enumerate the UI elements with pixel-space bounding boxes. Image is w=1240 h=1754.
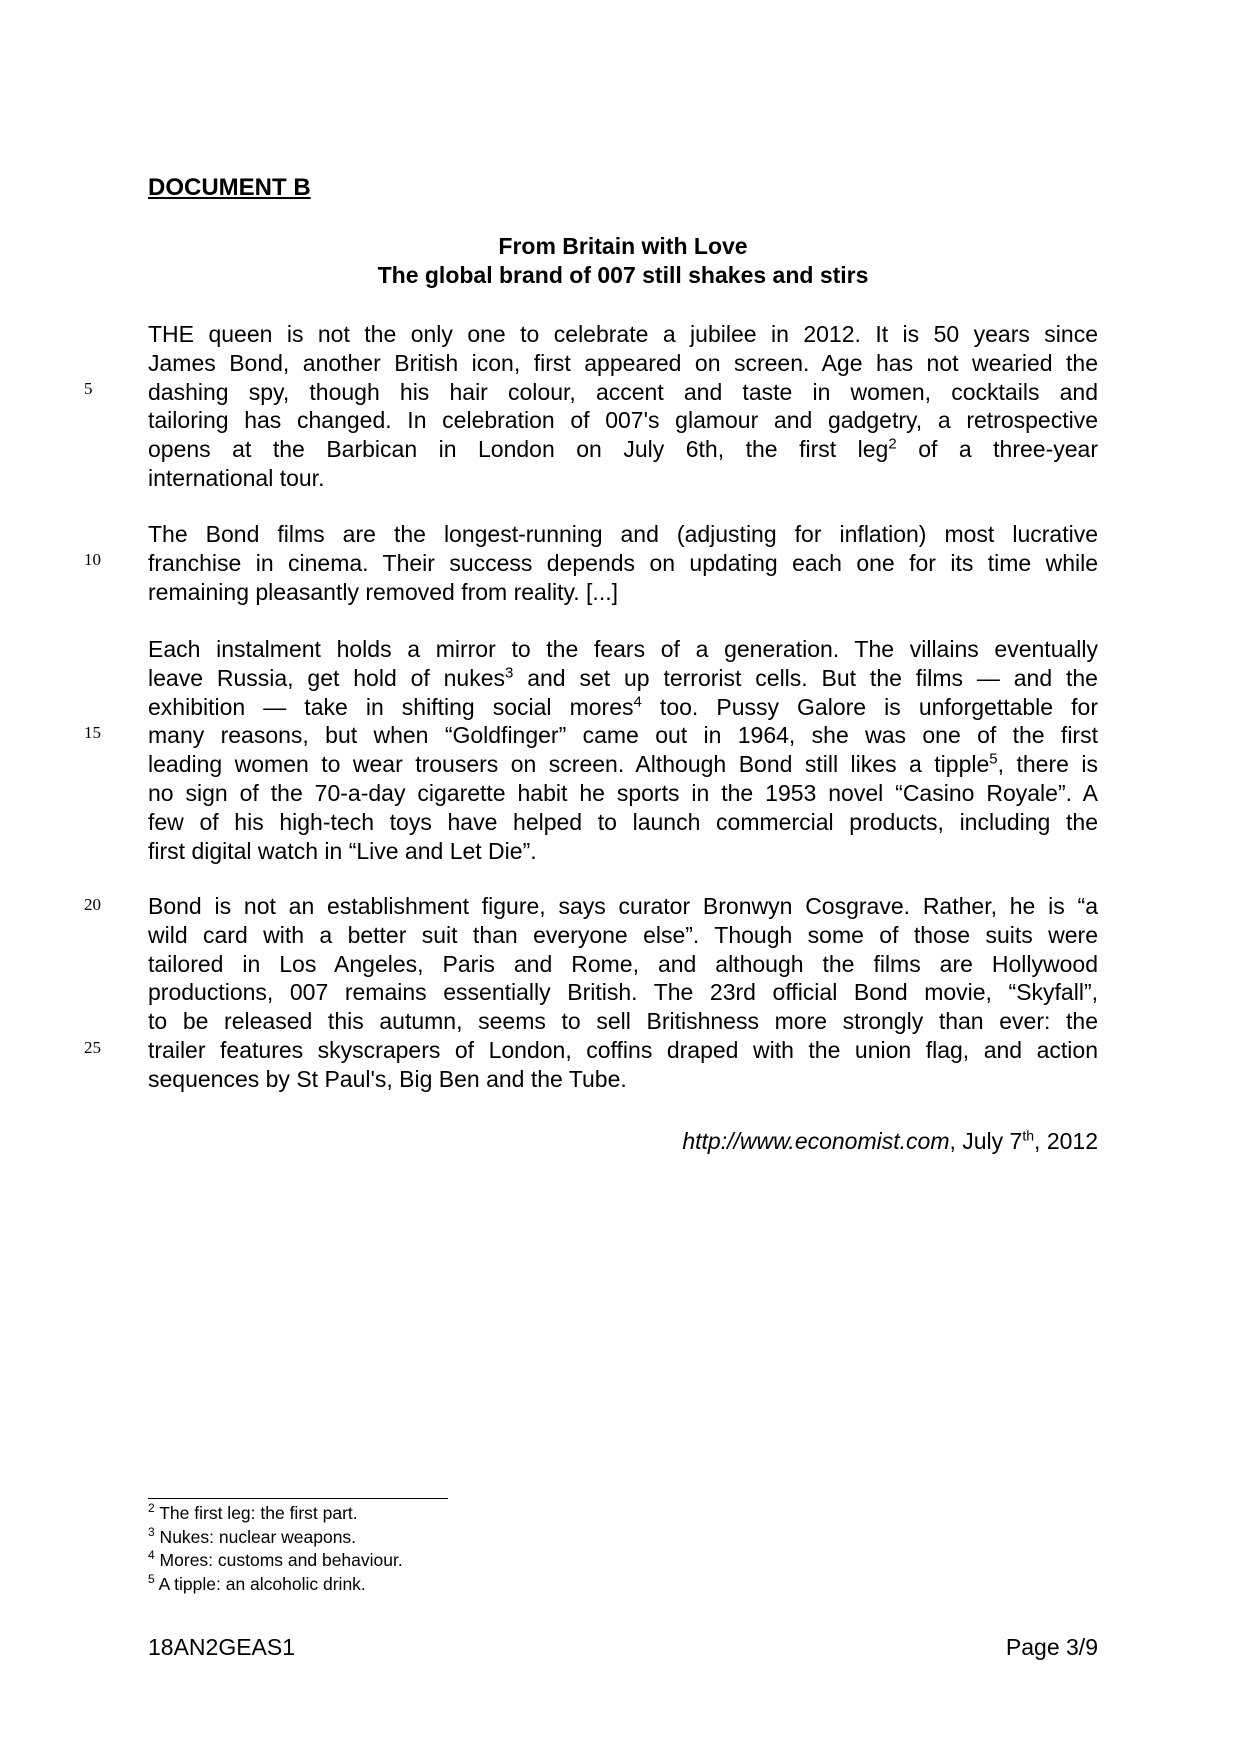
footnote-2-text: The first leg: the first part. — [154, 1503, 358, 1523]
text-line: many reasons, but when “Goldfinger” came out in 1964, she was one of the first — [148, 722, 1098, 749]
paragraph-1 — [148, 320, 1098, 493]
text-line: franchise in cinema. Their success depends on updating each one for its time while — [148, 549, 1098, 576]
text-line — [148, 693, 1098, 722]
text-line — [148, 750, 1098, 779]
footnote-4 — [148, 1549, 403, 1573]
page-number: Page 3/9 — [1005, 1634, 1098, 1660]
text-line: James Bond, another British icon, first appeared on screen. Age has not wearied the — [148, 349, 1098, 376]
text-segment: leading women to wear trousers on screen. Although Bond still likes a tipple — [148, 751, 990, 778]
footnote-ref: 2 — [888, 435, 897, 453]
footnote-5 — [148, 1573, 403, 1597]
footnote-3-text: Nukes: nuclear weapons. — [154, 1526, 357, 1547]
text-segment: leave Russia, get hold of nukes — [148, 664, 506, 691]
text-line: Each instalment holds a mirror to the fears of a generation. The villains eventually — [148, 636, 1098, 662]
footnote-3 — [148, 1526, 403, 1550]
footnote-2 — [148, 1502, 403, 1526]
footnote-divider — [148, 1498, 448, 1499]
text-line — [148, 664, 1098, 693]
line-number-5: 5 — [84, 379, 93, 398]
text-line: tailoring has changed. In celebration of 007's glamour and gadgetry, a retrospective — [148, 407, 1098, 434]
line-number-25: 25 — [84, 1038, 101, 1057]
text-line: to be released this autumn, seems to sell Britishness more strongly than ever: the — [148, 1008, 1098, 1035]
line-number-15: 15 — [84, 723, 101, 742]
text-line: tailored in Los Angeles, Paris and Rome, and although the films are Hollywood — [148, 950, 1098, 977]
text-line: wild card with a better suit than everyone else”. Though some of those suits were — [148, 921, 1098, 948]
text-line: THE queen is not the only one to celebrate a jubilee in 2012. It is 50 years since — [148, 321, 1098, 347]
footnote-ref: 4 — [633, 692, 642, 710]
source-date-suffix: , 2012 — [1034, 1128, 1098, 1154]
text-line: dashing spy, though his hair colour, accent and taste in women, cocktails and — [148, 378, 1098, 405]
text-segment: , there is — [997, 751, 1098, 778]
text-line: remaining pleasantly removed from reality. [...] — [148, 578, 618, 605]
text-segment: exhibition — take in shifting social mores — [148, 693, 634, 720]
line-number-20: 20 — [84, 895, 101, 914]
text-segment: and set up terrorist cells. But the films — and the — [513, 664, 1098, 691]
source-url: http://www.economist.com — [682, 1128, 950, 1154]
paragraph-2 — [148, 520, 1098, 606]
paragraph-4 — [148, 892, 1098, 1094]
text-line: international tour. — [148, 464, 325, 491]
footnote-ref: 3 — [505, 664, 514, 682]
text-line: The Bond films are the longest-running and (adjusting for inflation) most lucrative — [148, 521, 1098, 547]
source-citation — [682, 1128, 1098, 1155]
footer-code: 18AN2GEAS1 — [148, 1634, 296, 1660]
text-segment: opens at the Barbican in London on July 6th, the first leg — [148, 436, 889, 463]
footnote-2-number: 2 — [148, 1501, 155, 1516]
source-date-prefix: , July 7 — [949, 1128, 1023, 1154]
footnote-5-text: A tipple: an alcoholic drink. — [154, 1573, 366, 1594]
document-label: DOCUMENT B — [148, 174, 311, 201]
text-line — [148, 435, 1098, 464]
text-line: Bond is not an establishment figure, says curator Bronwyn Cosgrave. Rather, he is “a — [148, 893, 1098, 919]
text-segment: too. Pussy Galore is unforgettable for — [641, 693, 1098, 720]
text-segment: of a three-year — [896, 436, 1098, 463]
article-subtitle: The global brand of 007 still shakes and stirs — [377, 262, 869, 288]
article-title: From Britain with Love — [498, 233, 748, 259]
footnote-4-text: Mores: customs and behaviour. — [154, 1550, 403, 1570]
paragraph-3 — [148, 635, 1098, 865]
footnote-3-number: 3 — [148, 1524, 155, 1539]
footnotes — [148, 1502, 403, 1596]
source-date-sup: th — [1022, 1127, 1035, 1144]
text-line: no sign of the 70-a-day cigarette habit he sports in the 1953 novel “Casino Royale”. A — [148, 779, 1098, 806]
line-number-10: 10 — [84, 550, 101, 569]
footnote-5-number: 5 — [148, 1571, 155, 1586]
text-line: first digital watch in “Live and Let Die”. — [148, 837, 537, 864]
footnote-ref: 5 — [989, 750, 998, 768]
text-line: trailer features skyscrapers of London, coffins draped with the union flag, and action — [148, 1036, 1098, 1063]
text-line: productions, 007 remains essentially British. The 23rd official Bond movie, “Skyfall”, — [148, 979, 1098, 1006]
title-block — [148, 232, 1098, 290]
footnote-4-number: 4 — [148, 1548, 155, 1563]
text-line: sequences by St Paul's, Big Ben and the Tube. — [148, 1065, 627, 1092]
text-line: few of his high-tech toys have helped to launch commercial products, including the — [148, 808, 1098, 835]
